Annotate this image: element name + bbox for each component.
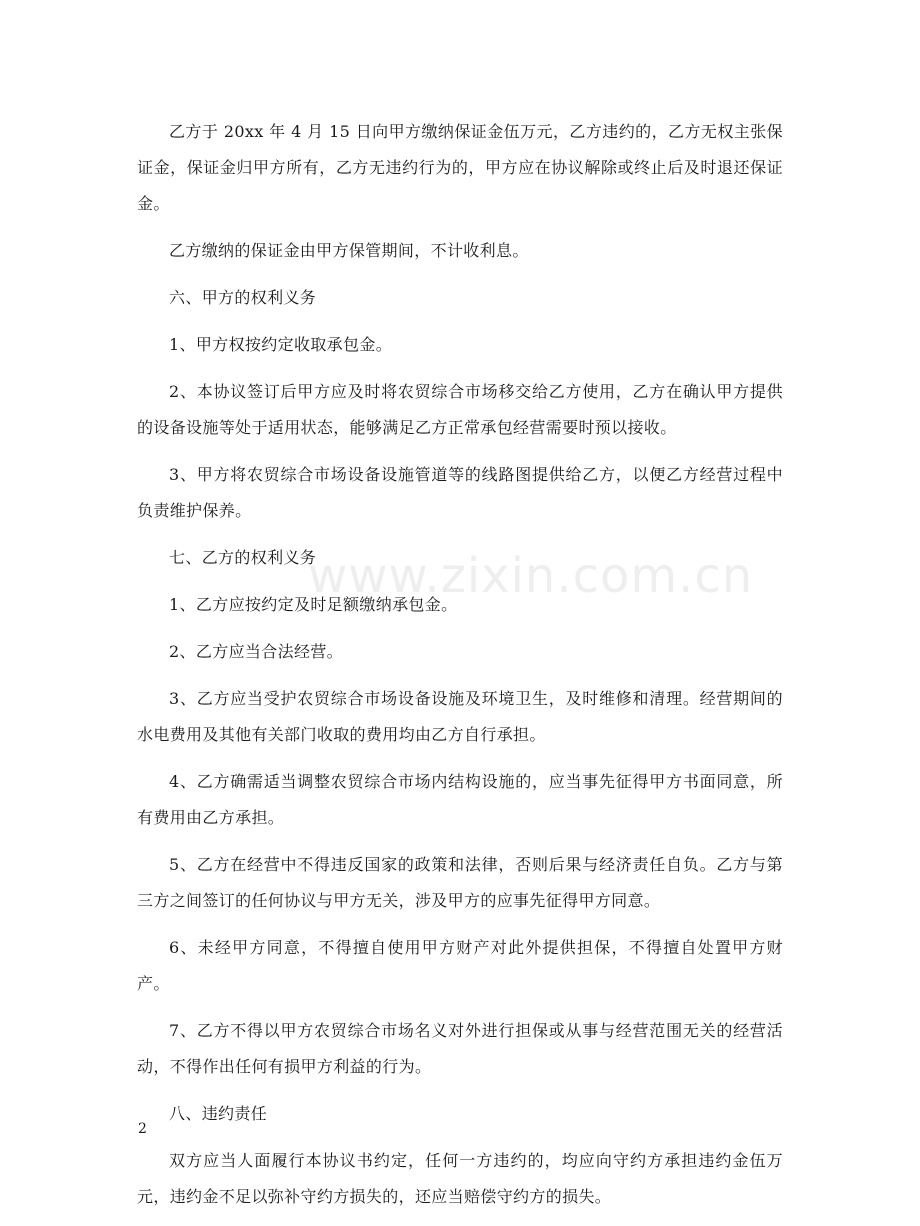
document-body	[137, 114, 783, 1226]
watermark-text: www.zixin.com.cn	[308, 548, 754, 604]
section-heading-breach-liability: 八、违约责任	[169, 1104, 268, 1123]
paragraph-party-b-item-5: 5、乙方在经营中不得违反国家的政策和法律，否则后果与经济责任自负。乙方与第三方之间签订的任何协议与甲方无关，涉及甲方的应事先征得甲方同意。	[137, 855, 783, 910]
paragraph-party-a-item-2: 2、本协议签订后甲方应及时将农贸综合市场移交给乙方使用，乙方在确认甲方提供的设备设施等处于适用状态，能够满足乙方正常承包经营需要时预以接收。	[137, 382, 783, 437]
paragraph-party-b-item-3: 3、乙方应当受护农贸综合市场设备设施及环境卫生，及时维修和清理。经营期间的水电费用及其他有关部门收取的费用均由乙方自行承担。	[137, 689, 783, 744]
paragraph-party-a-item-1: 1、甲方权按约定收取承包金。	[169, 335, 393, 354]
page-number: 2	[138, 1121, 147, 1137]
paragraph-party-b-item-2: 2、乙方应当合法经营。	[169, 642, 344, 661]
section-heading-party-b-rights: 七、乙方的权利义务	[169, 548, 317, 567]
paragraph-party-a-item-3: 3、甲方将农贸综合市场设备设施管道等的线路图提供给乙方，以便乙方经营过程中负责维护保养。	[137, 465, 783, 520]
paragraph-party-b-item-1: 1、乙方应按约定及时足额缴纳承包金。	[169, 595, 458, 614]
paragraph-deposit-interest: 乙方缴纳的保证金由甲方保管期间，不计收利息。	[169, 241, 529, 260]
section-heading-party-a-rights: 六、甲方的权利义务	[169, 288, 317, 307]
paragraph-party-b-item-4: 4、乙方确需适当调整农贸综合市场内结构设施的，应当事先征得甲方书面同意，所有费用由乙方承担。	[137, 772, 783, 827]
paragraph-deposit-terms: 乙方于 20xx 年 4 月 15 日向甲方缴纳保证金伍万元，乙方违约的，乙方无权主张保证金，保证金归甲方所有，乙方无违约行为的，甲方应在协议解除或终止后及时退还保证金。	[137, 122, 783, 213]
paragraph-party-b-item-7: 7、乙方不得以甲方农贸综合市场名义对外进行担保或从事与经营范围无关的经营活动，不得作出任何有损甲方利益的行为。	[137, 1021, 783, 1076]
paragraph-party-b-item-6: 6、未经甲方同意，不得擅自使用甲方财产对此外提供担保，不得擅自处置甲方财产。	[137, 938, 783, 993]
paragraph-breach-liability: 双方应当人面履行本协议书约定，任何一方违约的，均应向守约方承担违约金伍万元，违约金不足以弥补守约方损失的，还应当赔偿守约方的损失。	[137, 1151, 783, 1206]
